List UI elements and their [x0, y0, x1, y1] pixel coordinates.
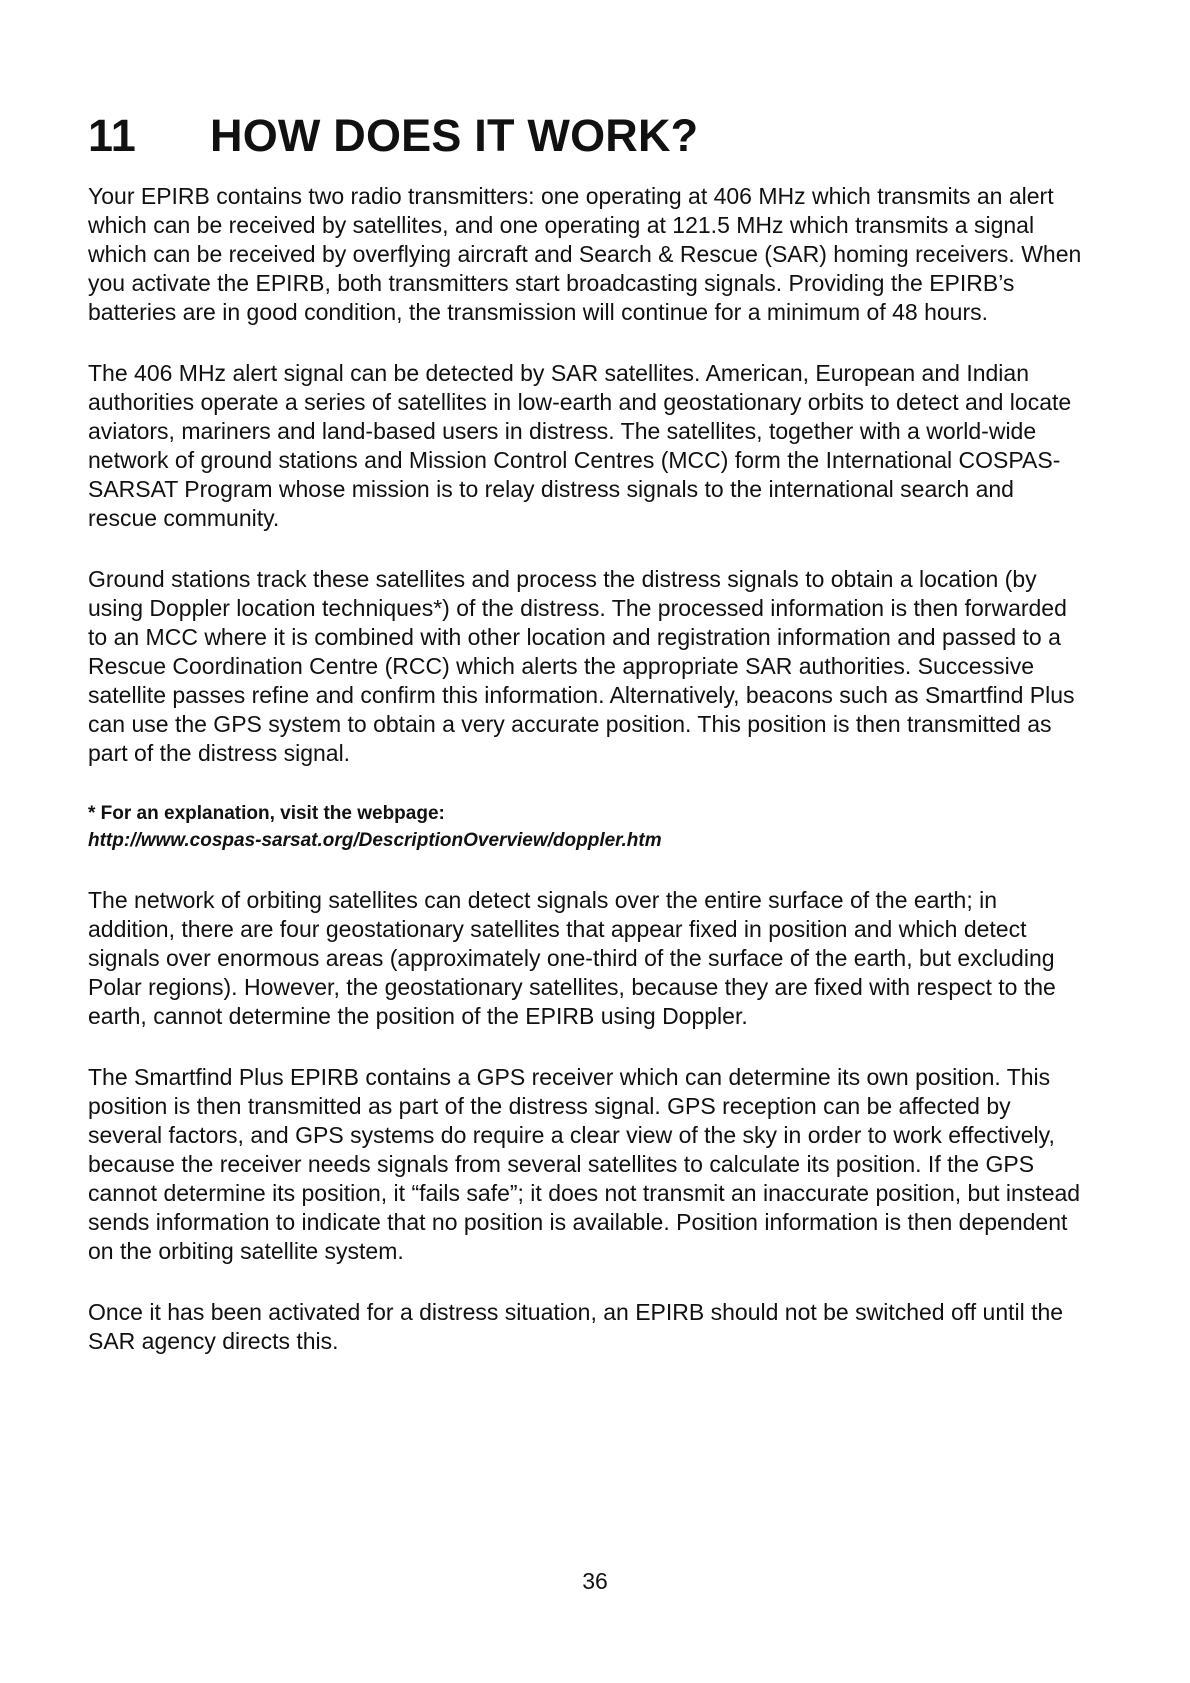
doppler-footnote: [88, 800, 1098, 854]
section-number: 11: [88, 110, 136, 161]
paragraph-transmitters: Your EPIRB contains two radio transmitters: one operating at 406 MHz which transmits an alert which can be received by satellites, and one operating at 121.5 MHz which transmits a signal which can be received by overflying aircraft and Search & Rescue (SAR) homing receivers. When you activate the EPIRB, both transmitters start broadcasting signals. Providing the EPIRB’s batteries are in good condition, the transmission will continue for a minimum of 48 hours.: [88, 183, 1082, 325]
section-title: HOW DOES IT WORK?: [210, 110, 699, 161]
paragraph-gps-receiver: The Smartfind Plus EPIRB contains a GPS receiver which can determine its own position. This position is then transmitted as part of the distress signal. GPS reception can be affected by several factors, and GPS systems do require a clear view of the sky in order to work effectively, because the receiver needs signals from several satellites to calculate its position. If the GPS cannot determine its position, it “fails safe”; it does not transmit an inaccurate position, but instead sends information to indicate that no position is available. Position information is then dependent on the orbiting satellite system.: [88, 1064, 1081, 1264]
page-number: 36: [582, 1568, 608, 1594]
paragraph-geostationary: The network of orbiting satellites can detect signals over the entire surface of the earth; in addition, there are four geostationary satellites that appear fixed in position and which detect signals over enormous areas (approximately one-third of the surface of the earth, but excluding Polar regions). However, the geostationary satellites, because they are fixed with respect to the earth, cannot determine the position of the EPIRB using Doppler.: [88, 887, 1056, 1029]
footnote-text: * For an explanation, visit the webpage:: [88, 803, 445, 824]
paragraph-ground-stations: Ground stations track these satellites and process the distress signals to obtain a location (by using Doppler location techniques*) of the distress. The processed information is then forwarded to an MCC where it is combined with other location and registration information and passed to a Rescue Coordination Centre (RCC) which alerts the appropriate SAR authorities. Successive satellite passes refine and confirm this information. Alternatively, beacons such as Smartfind Plus can use the GPS system to obtain a very accurate position. This position is then transmitted as part of the distress signal.: [88, 566, 1075, 766]
manual-page: [88, 108, 1098, 1388]
section-heading: [88, 108, 1098, 164]
footnote-url: http://www.cospas-sarsat.org/DescriptionOverview/doppler.htm: [88, 830, 662, 851]
paragraph-sar-satellites: The 406 MHz alert signal can be detected by SAR satellites. American, European and Indian authorities operate a series of satellites in low-earth and geostationary orbits to detect and locate aviators, mariners and land-based users in distress. The satellites, together with a world-wide network of ground stations and Mission Control Centres (MCC) form the International COSPAS-SARSAT Program whose mission is to relay distress signals to the international search and rescue community.: [88, 360, 1072, 531]
paragraph-switch-off: Once it has been activated for a distress situation, an EPIRB should not be switched off until the SAR agency directs this.: [88, 1299, 1064, 1354]
